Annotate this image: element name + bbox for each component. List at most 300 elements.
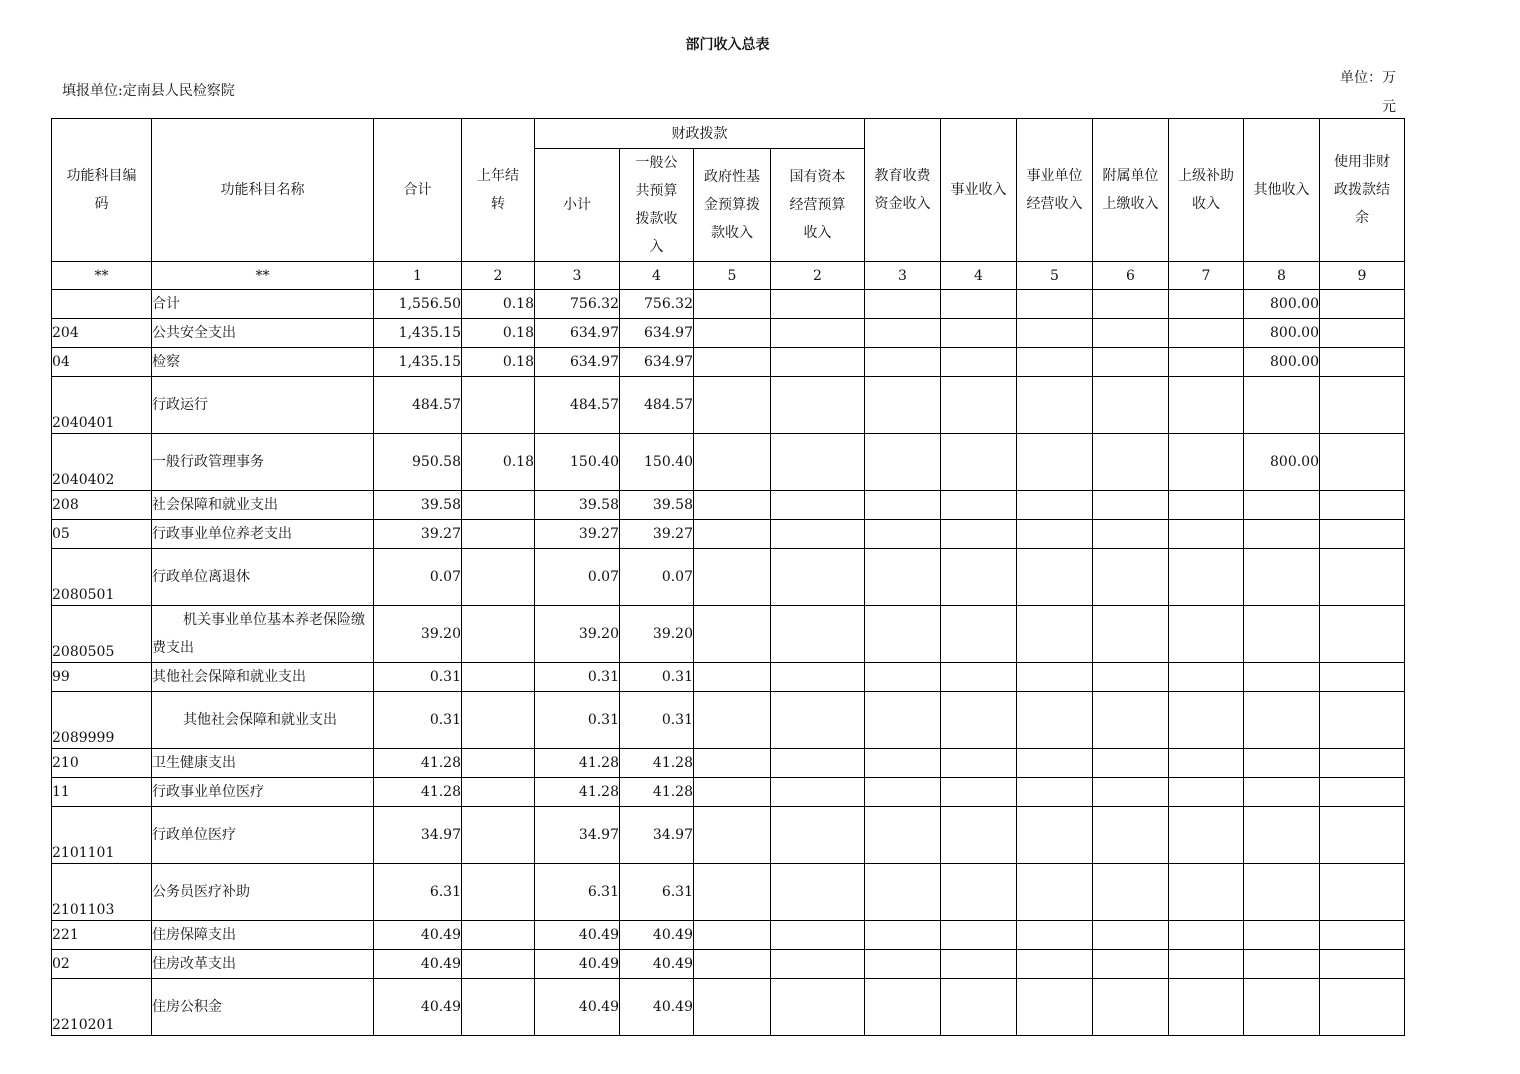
row-superior-grant: [1169, 921, 1244, 950]
row-operating: [1017, 491, 1093, 520]
header-row-1: [52, 119, 1405, 149]
row-business: [941, 549, 1017, 606]
row-gov-fund: [694, 950, 771, 979]
index-cell: 2: [771, 262, 865, 290]
row-carryover: 0.18: [462, 290, 535, 319]
table-row: [52, 348, 1405, 377]
row-total: 41.28: [374, 778, 462, 807]
index-cell: **: [152, 262, 374, 290]
row-subtotal: 756.32: [535, 290, 620, 319]
header-state-capital: 国有资本经营预算收入: [771, 149, 865, 262]
table-row: [52, 979, 1405, 1036]
row-business: [941, 606, 1017, 663]
row-operating: [1017, 549, 1093, 606]
row-name: 卫生健康支出: [152, 749, 374, 778]
reporting-unit: 填报单位:定南县人民检察院: [62, 83, 235, 99]
row-affiliated: [1093, 491, 1169, 520]
row-total: 40.49: [374, 950, 462, 979]
row-subtotal: 39.20: [535, 606, 620, 663]
row-affiliated: [1093, 692, 1169, 749]
income-summary-table: [51, 118, 1405, 1036]
header-fiscal-group: 财政拨款: [535, 119, 865, 149]
row-carryover: [462, 864, 535, 921]
row-affiliated: [1093, 290, 1169, 319]
index-cell: 4: [620, 262, 694, 290]
row-name: 行政事业单位养老支出: [152, 520, 374, 549]
row-operating: [1017, 377, 1093, 434]
row-gov-fund: [694, 290, 771, 319]
row-carryover: [462, 520, 535, 549]
row-code: 221: [52, 921, 152, 950]
row-operating: [1017, 663, 1093, 692]
row-nonfiscal-balance: [1320, 520, 1405, 549]
row-total: 1,435.15: [374, 348, 462, 377]
row-business: [941, 979, 1017, 1036]
row-edu-fee: [865, 921, 941, 950]
row-name: 住房保障支出: [152, 921, 374, 950]
row-affiliated: [1093, 921, 1169, 950]
table-row: [52, 491, 1405, 520]
header-operating: 事业单位经营收入: [1017, 119, 1093, 262]
header-affiliated: 附属单位上缴收入: [1093, 119, 1169, 262]
row-edu-fee: [865, 692, 941, 749]
row-code: 2089999: [52, 692, 152, 749]
row-nonfiscal-balance: [1320, 606, 1405, 663]
row-state-capital: [771, 377, 865, 434]
row-subtotal: 40.49: [535, 921, 620, 950]
row-name: 社会保障和就业支出: [152, 491, 374, 520]
row-other: 800.00: [1244, 290, 1320, 319]
row-gov-fund: [694, 979, 771, 1036]
row-affiliated: [1093, 348, 1169, 377]
index-cell: 5: [1017, 262, 1093, 290]
table-row: [52, 606, 1405, 663]
row-gov-fund: [694, 864, 771, 921]
row-code: 04: [52, 348, 152, 377]
row-other: [1244, 549, 1320, 606]
row-operating: [1017, 921, 1093, 950]
row-code: 204: [52, 319, 152, 348]
row-superior-grant: [1169, 778, 1244, 807]
header-edu-fee: 教育收费资金收入: [865, 119, 941, 262]
row-total: 1,556.50: [374, 290, 462, 319]
row-operating: [1017, 520, 1093, 549]
row-affiliated: [1093, 663, 1169, 692]
row-nonfiscal-balance: [1320, 434, 1405, 491]
row-subtotal: 6.31: [535, 864, 620, 921]
row-carryover: [462, 950, 535, 979]
row-name: 行政运行: [152, 377, 374, 434]
row-other: [1244, 749, 1320, 778]
row-general-budget: 0.07: [620, 549, 694, 606]
row-carryover: [462, 692, 535, 749]
table-row: [52, 749, 1405, 778]
row-total: 41.28: [374, 749, 462, 778]
row-carryover: [462, 491, 535, 520]
row-affiliated: [1093, 377, 1169, 434]
row-other: [1244, 979, 1320, 1036]
row-subtotal: 40.49: [535, 979, 620, 1036]
row-operating: [1017, 606, 1093, 663]
row-other: [1244, 921, 1320, 950]
row-business: [941, 491, 1017, 520]
row-subtotal: 41.28: [535, 778, 620, 807]
index-cell: 3: [865, 262, 941, 290]
row-total: 40.49: [374, 979, 462, 1036]
table-row: [52, 520, 1405, 549]
header-code: 功能科目编码: [52, 119, 152, 262]
row-name: 合计: [152, 290, 374, 319]
row-superior-grant: [1169, 663, 1244, 692]
row-superior-grant: [1169, 950, 1244, 979]
row-nonfiscal-balance: [1320, 319, 1405, 348]
row-subtotal: 634.97: [535, 348, 620, 377]
header-general-budget: 一般公共预算拨款收入: [620, 149, 694, 262]
row-state-capital: [771, 979, 865, 1036]
index-cell: 2: [462, 262, 535, 290]
row-business: [941, 319, 1017, 348]
row-operating: [1017, 749, 1093, 778]
row-edu-fee: [865, 549, 941, 606]
row-gov-fund: [694, 434, 771, 491]
row-state-capital: [771, 950, 865, 979]
row-total: 39.20: [374, 606, 462, 663]
row-total: 39.27: [374, 520, 462, 549]
row-name: 住房改革支出: [152, 950, 374, 979]
row-business: [941, 434, 1017, 491]
row-edu-fee: [865, 864, 941, 921]
table-row: [52, 921, 1405, 950]
header-carryover: 上年结转: [462, 119, 535, 262]
row-business: [941, 377, 1017, 434]
row-name: 其他社会保障和就业支出: [152, 663, 374, 692]
row-subtotal: 39.27: [535, 520, 620, 549]
row-general-budget: 39.27: [620, 520, 694, 549]
row-subtotal: 40.49: [535, 950, 620, 979]
index-cell: 6: [1093, 262, 1169, 290]
row-other: [1244, 377, 1320, 434]
row-carryover: [462, 606, 535, 663]
row-general-budget: 34.97: [620, 807, 694, 864]
row-code: 208: [52, 491, 152, 520]
row-nonfiscal-balance: [1320, 663, 1405, 692]
row-general-budget: 39.58: [620, 491, 694, 520]
row-edu-fee: [865, 434, 941, 491]
index-cell: **: [52, 262, 152, 290]
row-business: [941, 778, 1017, 807]
row-nonfiscal-balance: [1320, 950, 1405, 979]
row-nonfiscal-balance: [1320, 549, 1405, 606]
row-code: 2040402: [52, 434, 152, 491]
row-operating: [1017, 807, 1093, 864]
row-gov-fund: [694, 319, 771, 348]
row-state-capital: [771, 290, 865, 319]
row-edu-fee: [865, 290, 941, 319]
row-other: [1244, 692, 1320, 749]
row-state-capital: [771, 692, 865, 749]
row-general-budget: 41.28: [620, 778, 694, 807]
row-code: [52, 290, 152, 319]
table-row: [52, 663, 1405, 692]
row-code: 2101103: [52, 864, 152, 921]
row-other: [1244, 606, 1320, 663]
row-affiliated: [1093, 749, 1169, 778]
row-carryover: 0.18: [462, 348, 535, 377]
row-general-budget: 0.31: [620, 663, 694, 692]
table-row: [52, 692, 1405, 749]
row-other: [1244, 807, 1320, 864]
row-nonfiscal-balance: [1320, 491, 1405, 520]
row-subtotal: 0.31: [535, 663, 620, 692]
row-name: 检察: [152, 348, 374, 377]
row-affiliated: [1093, 520, 1169, 549]
row-affiliated: [1093, 434, 1169, 491]
table-row: [52, 778, 1405, 807]
row-superior-grant: [1169, 319, 1244, 348]
row-edu-fee: [865, 979, 941, 1036]
row-total: 0.31: [374, 663, 462, 692]
row-affiliated: [1093, 864, 1169, 921]
row-general-budget: 0.31: [620, 692, 694, 749]
row-subtotal: 39.58: [535, 491, 620, 520]
row-superior-grant: [1169, 520, 1244, 549]
row-affiliated: [1093, 979, 1169, 1036]
row-business: [941, 950, 1017, 979]
row-gov-fund: [694, 749, 771, 778]
row-operating: [1017, 950, 1093, 979]
row-total: 0.31: [374, 692, 462, 749]
row-business: [941, 921, 1017, 950]
row-superior-grant: [1169, 290, 1244, 319]
row-carryover: [462, 749, 535, 778]
row-superior-grant: [1169, 807, 1244, 864]
row-operating: [1017, 979, 1093, 1036]
row-business: [941, 864, 1017, 921]
row-operating: [1017, 319, 1093, 348]
row-operating: [1017, 692, 1093, 749]
row-subtotal: 41.28: [535, 749, 620, 778]
row-nonfiscal-balance: [1320, 290, 1405, 319]
row-general-budget: 634.97: [620, 348, 694, 377]
row-business: [941, 290, 1017, 319]
index-cell: 3: [535, 262, 620, 290]
row-edu-fee: [865, 749, 941, 778]
row-business: [941, 348, 1017, 377]
index-row: [52, 262, 1405, 290]
row-other: 800.00: [1244, 319, 1320, 348]
table-row: [52, 864, 1405, 921]
row-business: [941, 692, 1017, 749]
row-gov-fund: [694, 807, 771, 864]
row-operating: [1017, 434, 1093, 491]
row-state-capital: [771, 520, 865, 549]
row-total: 34.97: [374, 807, 462, 864]
header-nonfiscal-balance: 使用非财政拨款结余: [1320, 119, 1405, 262]
row-operating: [1017, 290, 1093, 319]
page-title: 部门收入总表: [685, 37, 770, 53]
row-superior-grant: [1169, 377, 1244, 434]
row-code: 2040401: [52, 377, 152, 434]
row-state-capital: [771, 807, 865, 864]
header-superior-grant: 上级补助收入: [1169, 119, 1244, 262]
row-other: 800.00: [1244, 434, 1320, 491]
row-general-budget: 150.40: [620, 434, 694, 491]
row-name: 公务员医疗补助: [152, 864, 374, 921]
row-general-budget: 40.49: [620, 950, 694, 979]
row-nonfiscal-balance: [1320, 749, 1405, 778]
row-total: 0.07: [374, 549, 462, 606]
row-nonfiscal-balance: [1320, 692, 1405, 749]
row-carryover: [462, 663, 535, 692]
row-superior-grant: [1169, 491, 1244, 520]
row-carryover: [462, 778, 535, 807]
row-nonfiscal-balance: [1320, 979, 1405, 1036]
row-general-budget: 40.49: [620, 921, 694, 950]
index-cell: 9: [1320, 262, 1405, 290]
row-name: 一般行政管理事务: [152, 434, 374, 491]
row-general-budget: 634.97: [620, 319, 694, 348]
index-cell: 1: [374, 262, 462, 290]
row-edu-fee: [865, 663, 941, 692]
row-code: 11: [52, 778, 152, 807]
row-code: 2210201: [52, 979, 152, 1036]
row-gov-fund: [694, 520, 771, 549]
table-row: [52, 290, 1405, 319]
row-state-capital: [771, 491, 865, 520]
row-code: 05: [52, 520, 152, 549]
row-carryover: [462, 549, 535, 606]
row-other: [1244, 864, 1320, 921]
row-operating: [1017, 348, 1093, 377]
row-name: 住房公积金: [152, 979, 374, 1036]
row-state-capital: [771, 606, 865, 663]
table-row: [52, 549, 1405, 606]
row-subtotal: 150.40: [535, 434, 620, 491]
table-row: [52, 319, 1405, 348]
row-other: [1244, 950, 1320, 979]
table-row: [52, 434, 1405, 491]
row-nonfiscal-balance: [1320, 807, 1405, 864]
row-state-capital: [771, 921, 865, 950]
index-cell: 8: [1244, 262, 1320, 290]
row-nonfiscal-balance: [1320, 377, 1405, 434]
index-cell: 5: [694, 262, 771, 290]
row-state-capital: [771, 348, 865, 377]
row-business: [941, 749, 1017, 778]
row-subtotal: 0.07: [535, 549, 620, 606]
row-edu-fee: [865, 950, 941, 979]
row-carryover: [462, 921, 535, 950]
row-gov-fund: [694, 491, 771, 520]
header-total: 合计: [374, 119, 462, 262]
header-business: 事业收入: [941, 119, 1017, 262]
row-operating: [1017, 778, 1093, 807]
row-general-budget: 40.49: [620, 979, 694, 1036]
row-edu-fee: [865, 606, 941, 663]
row-name: 其他社会保障和就业支出: [152, 692, 374, 749]
row-name: 公共安全支出: [152, 319, 374, 348]
row-code: 2080501: [52, 549, 152, 606]
row-total: 39.58: [374, 491, 462, 520]
row-general-budget: 41.28: [620, 749, 694, 778]
row-general-budget: 6.31: [620, 864, 694, 921]
row-name: 行政单位医疗: [152, 807, 374, 864]
row-nonfiscal-balance: [1320, 778, 1405, 807]
row-other: 800.00: [1244, 348, 1320, 377]
row-code: 2101101: [52, 807, 152, 864]
row-edu-fee: [865, 491, 941, 520]
row-state-capital: [771, 663, 865, 692]
row-nonfiscal-balance: [1320, 348, 1405, 377]
row-state-capital: [771, 549, 865, 606]
row-other: [1244, 663, 1320, 692]
row-superior-grant: [1169, 749, 1244, 778]
table-row: [52, 807, 1405, 864]
row-edu-fee: [865, 778, 941, 807]
row-carryover: 0.18: [462, 319, 535, 348]
row-name: 机关事业单位基本养老保险缴费支出: [152, 606, 374, 663]
row-state-capital: [771, 434, 865, 491]
row-affiliated: [1093, 606, 1169, 663]
row-gov-fund: [694, 377, 771, 434]
row-business: [941, 807, 1017, 864]
row-general-budget: 484.57: [620, 377, 694, 434]
row-gov-fund: [694, 663, 771, 692]
row-total: 40.49: [374, 921, 462, 950]
row-gov-fund: [694, 778, 771, 807]
row-affiliated: [1093, 950, 1169, 979]
row-carryover: [462, 377, 535, 434]
table-row: [52, 377, 1405, 434]
header-subtotal: 小计: [535, 149, 620, 262]
row-code: 99: [52, 663, 152, 692]
header-gov-fund: 政府性基金预算拨款收入: [694, 149, 771, 262]
row-total: 950.58: [374, 434, 462, 491]
row-state-capital: [771, 778, 865, 807]
row-gov-fund: [694, 921, 771, 950]
row-business: [941, 520, 1017, 549]
row-other: [1244, 491, 1320, 520]
row-gov-fund: [694, 692, 771, 749]
row-name: 行政事业单位医疗: [152, 778, 374, 807]
row-edu-fee: [865, 377, 941, 434]
index-cell: 4: [941, 262, 1017, 290]
row-affiliated: [1093, 807, 1169, 864]
row-code: 02: [52, 950, 152, 979]
row-total: 1,435.15: [374, 319, 462, 348]
header-name: 功能科目名称: [152, 119, 374, 262]
row-affiliated: [1093, 778, 1169, 807]
row-superior-grant: [1169, 692, 1244, 749]
row-general-budget: 756.32: [620, 290, 694, 319]
row-superior-grant: [1169, 979, 1244, 1036]
row-gov-fund: [694, 606, 771, 663]
row-carryover: [462, 807, 535, 864]
row-superior-grant: [1169, 606, 1244, 663]
row-operating: [1017, 864, 1093, 921]
row-subtotal: 34.97: [535, 807, 620, 864]
row-superior-grant: [1169, 864, 1244, 921]
row-subtotal: 0.31: [535, 692, 620, 749]
row-edu-fee: [865, 319, 941, 348]
row-nonfiscal-balance: [1320, 921, 1405, 950]
row-edu-fee: [865, 520, 941, 549]
row-nonfiscal-balance: [1320, 864, 1405, 921]
row-business: [941, 663, 1017, 692]
row-superior-grant: [1169, 434, 1244, 491]
row-affiliated: [1093, 319, 1169, 348]
row-subtotal: 484.57: [535, 377, 620, 434]
